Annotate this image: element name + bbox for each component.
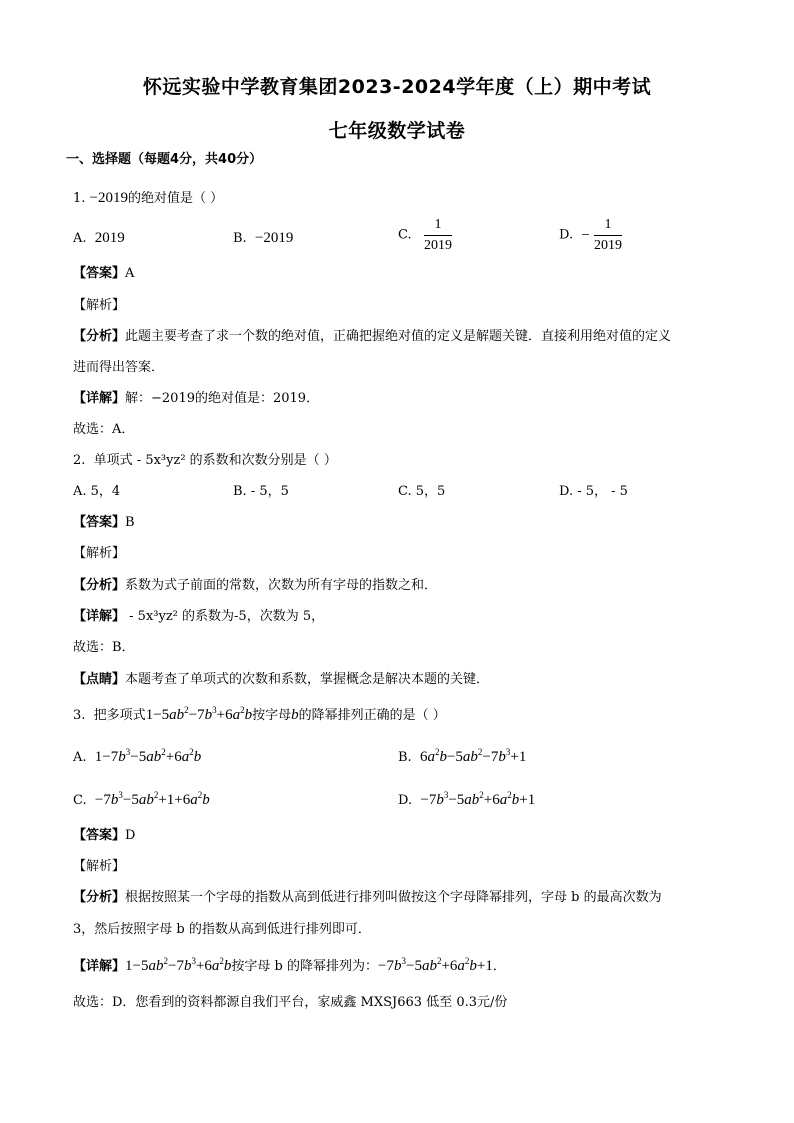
detail-text: ． (492, 959, 506, 974)
analysis-tag: 【解析】 (73, 859, 126, 874)
option-d (398, 791, 535, 810)
fenxi-text: 系数为式子前面的常数，次数为所有字母的指数之和． (125, 578, 438, 593)
answer-tag: 【答案】 (73, 828, 126, 843)
option-label: C. (73, 793, 87, 808)
option-expression: $-7b^3-5ab^2+1+6a^2b$ (94, 790, 210, 808)
fenxi-tag: 【分析】 (73, 578, 126, 593)
option-label: B. (398, 750, 412, 765)
answer-line (73, 514, 135, 532)
detail-text: - 5x³yz² 的系数为-5，次数为 5， (125, 609, 325, 624)
option-sign: − (581, 227, 590, 244)
dianjing-text: 本题考查了单项式的次数和系数，掌握概念是解决本题的关键． (125, 672, 490, 687)
option-b (398, 748, 526, 767)
answer-tag: 【答案】 (73, 266, 126, 281)
option-label: C. (398, 227, 412, 243)
page-subtitle: 七年级数学试卷 (328, 120, 466, 142)
section-heading: 一、选择题（每题4分，共40分） (66, 152, 263, 167)
detail-line (73, 608, 324, 626)
option-value: 2019 (94, 230, 125, 246)
choice-line: 故选：A． (73, 422, 135, 437)
option-label: D. (559, 227, 574, 243)
answer-value: A (125, 266, 135, 281)
analysis-line-2: 进而得出答案． (73, 360, 165, 375)
fraction-denominator: 2019 (424, 238, 453, 253)
choice-line: 故选：D．您看到的资料都源自我们平台，家威鑫 MXSJ663 低至 0.3元/份 (73, 995, 508, 1010)
question-2 (73, 452, 337, 470)
detail-expression: $1-5ab^2-7b^3+6a^2b$ (125, 956, 232, 974)
option-label: B. (233, 231, 247, 246)
question-3 (73, 706, 446, 725)
option-label: A. (73, 750, 87, 765)
fenxi-text: 根据按照某一个字母的指数从高到低进行排列叫做按这个字母降幂排列，字母 b 的最高次数为 (125, 890, 662, 905)
question-expression: −2019 (89, 190, 129, 206)
option-d (559, 216, 622, 255)
detail-tag: 【详解】 (73, 959, 126, 974)
detail-tag: 【详解】 (73, 609, 126, 624)
fenxi-tag: 【分析】 (73, 890, 126, 905)
dianjing-tag: 【点睛】 (73, 672, 126, 687)
detail-text: 按字母 b 的降幂排列为： (231, 959, 379, 974)
answer-value: D (125, 828, 136, 843)
analysis-tag: 【解析】 (73, 546, 126, 561)
analysis-line (73, 328, 671, 346)
option-b: B. - 5，5 (233, 484, 289, 499)
page-title: 怀远实验中学教育集团2023-2024学年度（上）期中考试 (142, 76, 652, 98)
option-fraction (594, 216, 622, 255)
option-expression: $1-7b^3-5ab^2+6a^2b$ (94, 747, 202, 765)
question-text: 按字母 (252, 708, 292, 723)
analysis-line (73, 889, 662, 907)
polynomial-expression: $1-5ab^2-7b^3+6a^2b$ (145, 705, 253, 723)
analysis-line-2: 3，然后按照字母 b 的指数从高到低进行排列即可． (73, 922, 371, 937)
question-text: 把多项式 (93, 708, 146, 723)
option-fraction (424, 216, 452, 255)
detail-text: 解：−2019的绝对值是：2019． (125, 391, 320, 406)
answer-tag: 【答案】 (73, 515, 126, 530)
analysis-line (73, 577, 437, 595)
answer-line (73, 265, 134, 283)
option-expression: $6a^2b-5ab^2-7b^3+1$ (419, 747, 527, 765)
fenxi-text: 此题主要考查了求一个数的绝对值，正确把握绝对值的定义是解题关键．直接利用绝对值的定义 (125, 329, 672, 344)
option-label: A. (73, 231, 87, 246)
option-label: D. (398, 793, 413, 808)
detail-tag: 【详解】 (73, 391, 126, 406)
detail-result-expression: $-7b^3-5ab^2+6a^2b+1$ (378, 956, 493, 974)
variable: b (291, 707, 299, 723)
question-text: 的绝对值是（ ） (128, 191, 224, 206)
option-d: D. - 5， - 5 (559, 484, 628, 499)
answer-line (73, 827, 135, 845)
dianjing-line (73, 671, 489, 689)
question-number: 3. (73, 708, 86, 723)
choice-line: 故选：B． (73, 640, 135, 655)
question-number: 2. (73, 453, 86, 468)
option-c (398, 216, 452, 255)
option-a: A. 5，4 (73, 484, 121, 499)
fraction-denominator: 2019 (593, 238, 622, 253)
fraction-numerator: 1 (594, 216, 622, 236)
detail-line (73, 390, 319, 408)
option-value: −2019 (254, 230, 294, 246)
fenxi-tag: 【分析】 (73, 329, 126, 344)
option-a (73, 229, 125, 248)
option-c (73, 791, 210, 810)
fraction-numerator: 1 (424, 216, 452, 236)
option-expression: $-7b^3-5ab^2+6a^2b+1$ (420, 790, 536, 808)
option-b (233, 229, 293, 248)
question-text: 单项式 - 5x³yz² 的系数和次数分别是（ ） (93, 453, 337, 468)
analysis-tag: 【解析】 (73, 298, 126, 313)
question-number: 1. (73, 191, 86, 206)
detail-line (73, 957, 506, 976)
answer-value: B (125, 515, 135, 530)
option-a (73, 748, 201, 767)
question-1 (73, 189, 223, 208)
option-c: C. 5，5 (398, 484, 446, 499)
question-text: 的降幂排列正确的是（ ） (298, 708, 446, 723)
